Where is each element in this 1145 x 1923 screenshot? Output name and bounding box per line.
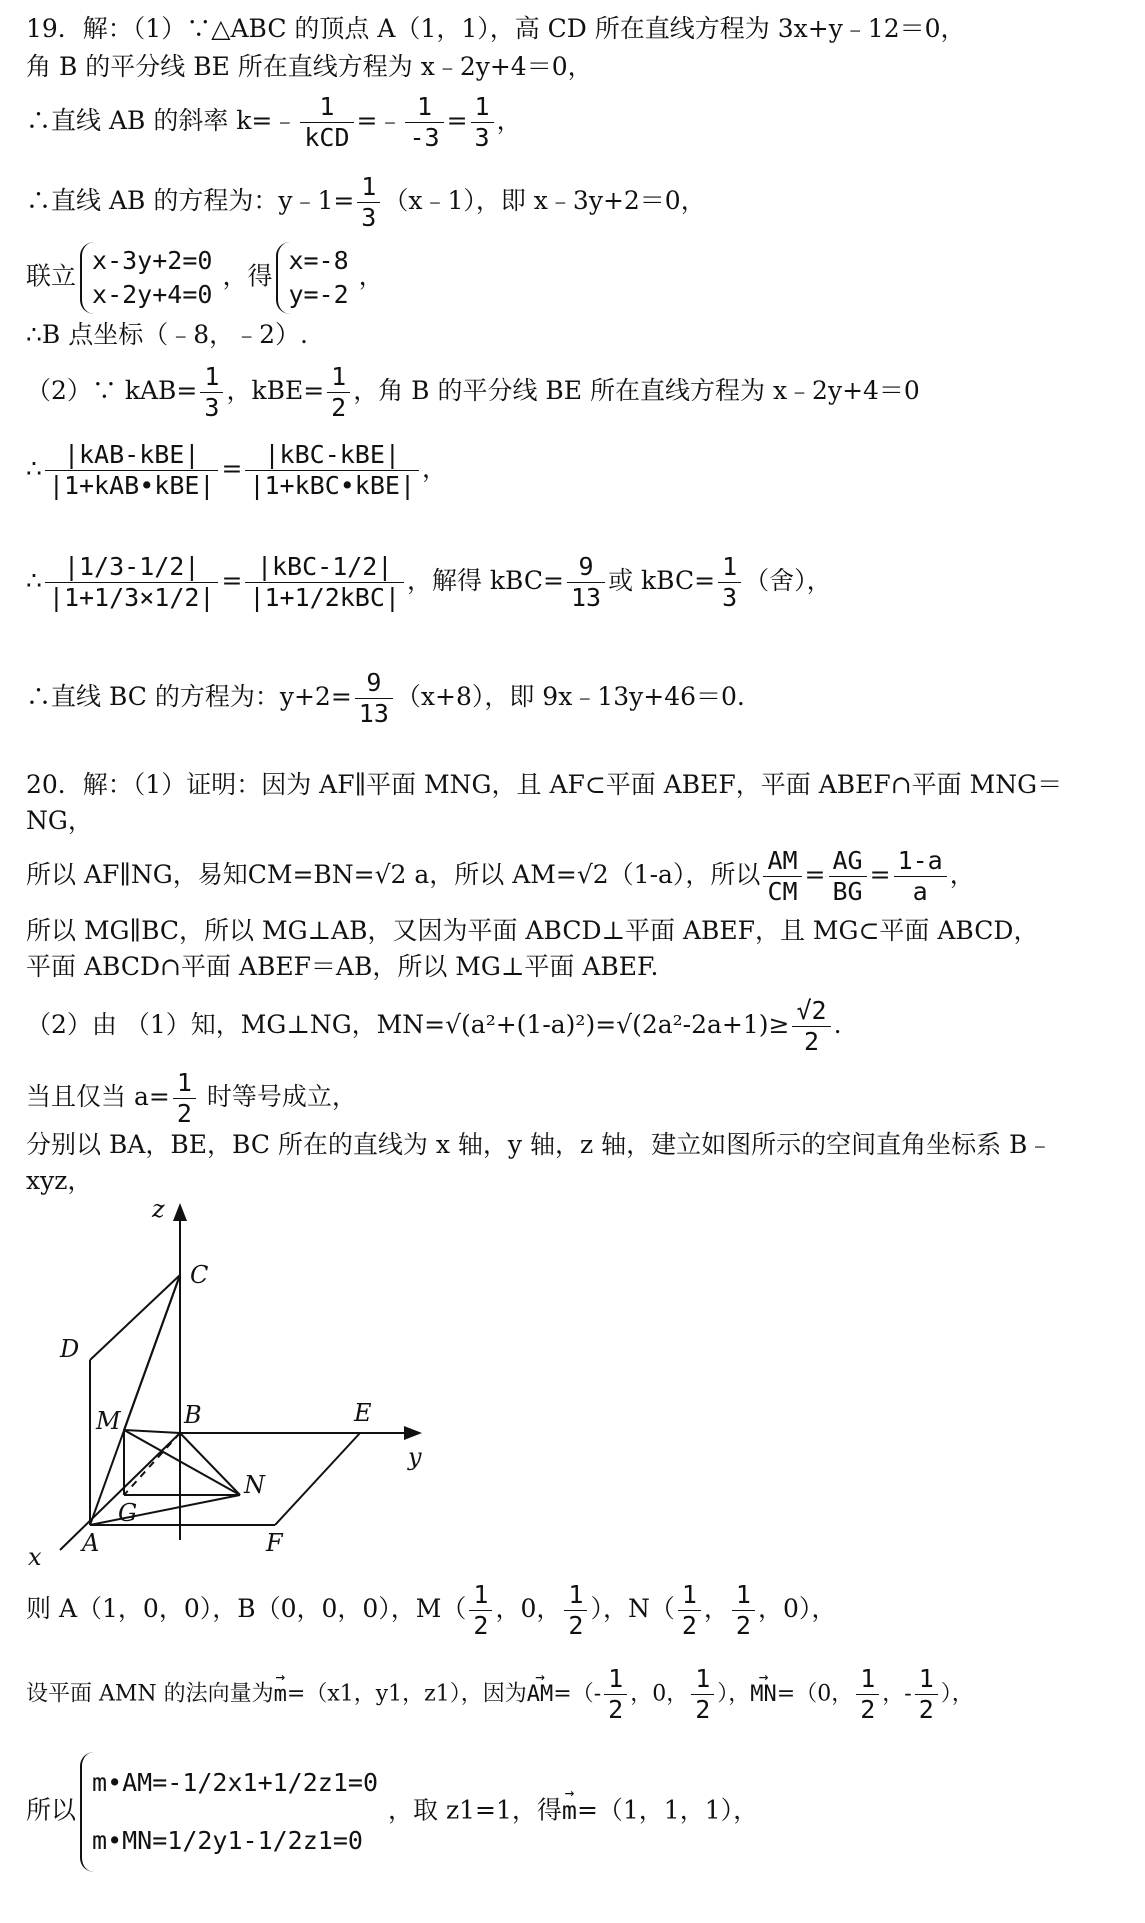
z-axis-arrow [173, 1203, 187, 1221]
label-g: G [118, 1499, 138, 1527]
p19-line-10: ∴直线 BC 的方程为：y+2= $\frac{9}{13}$ （x+8），即 9x﹣13y+46＝0. [26, 668, 745, 728]
p20-line-10: 则 A（1，0，0），B（0，0，0），M（ $\frac{1}{2}$ ，0， $\frac{1}{2}$ ），N（ $\frac{1}{2}$ ， $\frac{1}{2}$ ，0）， [26, 1580, 837, 1640]
p19-line-3: ∴直线 AB 的斜率 k=﹣ $\frac{1}{\text{kCD}}$ =﹣ $\frac{1}{-3}$ = $\frac{1}{3}$ ， [26, 92, 522, 152]
p20-line-7: 当且仅当 a= $\frac{1}{2}$ 时等号成立， [26, 1068, 357, 1128]
edge-fe [275, 1433, 360, 1525]
p19-line-7: （2）∵ kAB= $\frac{1}{3}$ ，kBE= $\frac{1}{2}$ ，角 B 的平分线 BE 所在直线方程为 x﹣2y+4＝0 [26, 362, 920, 422]
y-axis-arrow [404, 1426, 422, 1440]
p19-line-1: 19．解：（1）∵△ABC 的顶点 A（1，1），高 CD 所在直线方程为 3x+y﹣12＝0， [26, 14, 966, 43]
p20-line-5: 平面 ABCD∩平面 ABEF＝AB，所以 MG⊥平面 ABEF. [26, 952, 659, 981]
solution-system: x=-8 y=-2 [276, 242, 354, 314]
label-m: M [96, 1407, 121, 1435]
p20-line-9: xyz， [26, 1166, 93, 1195]
segment-mn [124, 1430, 240, 1495]
label-c: C [190, 1261, 209, 1289]
p20-line-6: （2）由 （1）知，MG⊥NG，MN=√(a²+(1-a)²)=√(2a²-2a+1)≥ $\frac{√2}{2}$ . [26, 996, 842, 1056]
label-y: y [408, 1443, 422, 1471]
label-b: B [184, 1401, 202, 1429]
normal-vector-system: m•AM=-1/2x1+1/2z1=0 m•MN=1/2y1-1/2z1=0 [80, 1752, 384, 1872]
p20-line-1: 20．解：（1）证明：因为 AF∥平面 MNG，且 AF⊂平面 ABEF，平面 ABEF∩平面 MNG＝ [26, 770, 1063, 799]
p20-line-3: 所以 AF∥NG，易知CM=BN=√2 a，所以 AM=√2（1-a），所以 $\frac{AM}{CM}$ = $\frac{AG}{BG}$ = $\frac{1-a}{a}$ ， [26, 846, 975, 906]
label-z: z [152, 1195, 165, 1223]
p19-line-4: ∴直线 AB 的方程为：y﹣1= $\frac{1}{3}$ （x﹣1），即 x﹣3y+2＝0， [26, 172, 706, 232]
p20-line-4: 所以 MG∥BC，所以 MG⊥AB，又因为平面 ABCD⊥平面 ABEF，且 MG⊂平面 ABCD， [26, 916, 1039, 945]
label-x: x [28, 1543, 42, 1570]
p19-line-9: ∴ $\frac{|1/3-1/2|}{|1+1/3\times 1/2|}$ = $\frac{\text{|kBC-1/2|}}{\text{|1+1/2kBC|}}$ ，解得 kBC= $\frac{9}{13}$ 或 kBC= $\frac{1}{3}$ （舍）， [26, 552, 832, 612]
segment-mb [124, 1430, 180, 1433]
p19-line-6: ∴B 点坐标（﹣8，﹣2）. [26, 320, 308, 349]
p19-line-5: 联立 x-3y+2=0 x-2y+4=0 ，得 x=-8 y=-2 ， [26, 242, 384, 314]
p20-line-11: 设平面 AMN 的法向量为→ m=（x1，y1，z1），因为→ AM=（- $\frac{1}{2}$ ，0， $\frac{1}{2}$ ），→ MN=（0， $\frac{1}{2}$ ，- $\frac{1}{2}$ ）， [26, 1664, 974, 1725]
label-f: F [266, 1529, 283, 1557]
segment-mc [124, 1275, 180, 1430]
equation-system: x-3y+2=0 x-2y+4=0 [80, 242, 218, 314]
label-n: N [244, 1471, 265, 1499]
coordinate-figure [20, 1195, 440, 1570]
segment-bn [180, 1433, 240, 1495]
p20-line-2: NG， [26, 806, 93, 835]
p19-line-2: 角 B 的平分线 BE 所在直线方程为 x﹣2y+4＝0， [26, 52, 593, 81]
p20-line-12: 所以 m•AM=-1/2x1+1/2z1=0 m•MN=1/2y1-1/2z1=0 ，取 z1=1，得→ m=（1，1，1）， [26, 1752, 758, 1872]
label-e: E [354, 1399, 372, 1427]
p20-line-8: 分别以 BA，BE，BC 所在的直线为 x 轴，y 轴，z 轴，建立如图所示的空间直角坐标系 B﹣ [26, 1130, 1053, 1159]
label-d: D [60, 1335, 80, 1363]
p19-line-8: ∴ $\frac{\text{|kAB-kBE|}}{\text{|1+kAB•kBE|}}$ = $\frac{\text{|kBC-kBE|}}{\text{|1+kBC•kBE|}}$ ， [26, 440, 448, 500]
label-a: A [82, 1529, 100, 1557]
edge-cd [90, 1275, 180, 1360]
